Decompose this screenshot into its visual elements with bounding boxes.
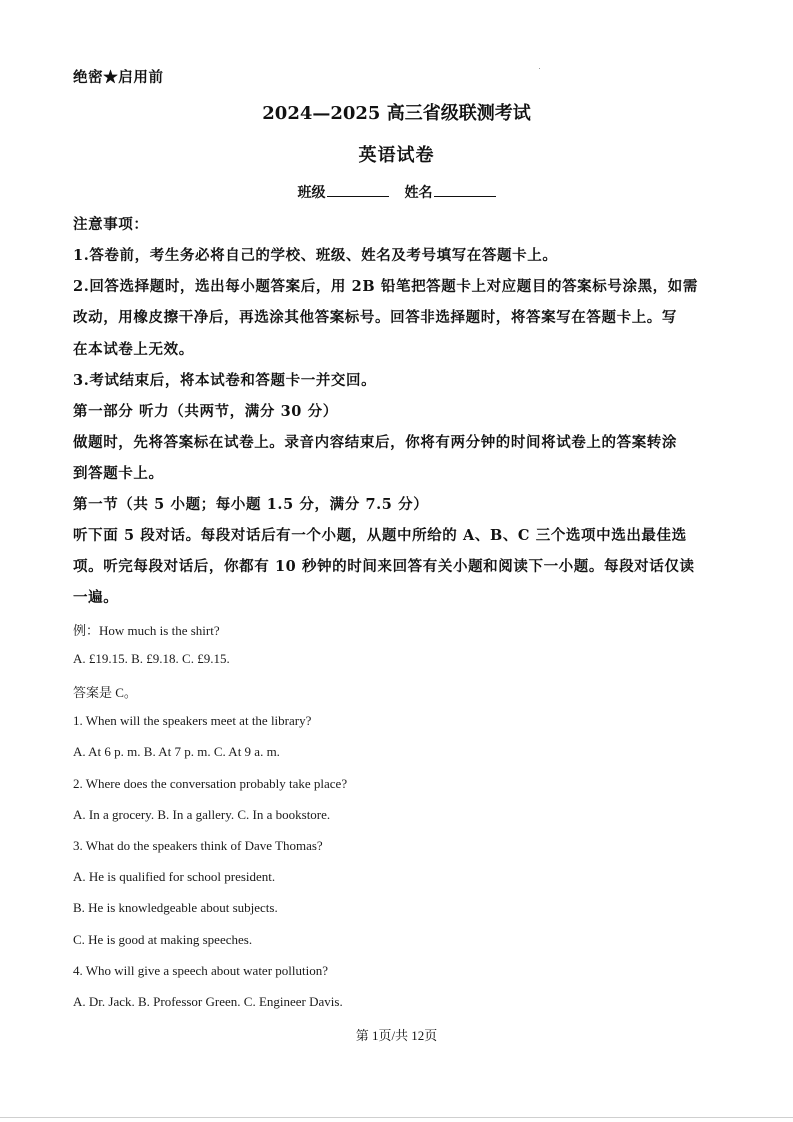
notice-item-2-line-1: 2.回答选择题时，选出每小题答案后，用 2B 铅笔把答题卡上对应题目的答案标号涂黑，如需 (73, 278, 698, 295)
question-3: 3. What do the speakers think of Dave Thomas? (73, 838, 323, 853)
notice-item-2-line-3: 在本试卷上无效。 (73, 341, 194, 358)
section1-heading: 第一节（共 5 小题；每小题 1.5 分，满分 7.5 分） (73, 496, 429, 513)
name-blank (434, 182, 496, 197)
section1-instruction-line-1: 听下面 5 段对话。每段对话后有一个小题，从题中所给的 A、B、C 三个选项中选出最佳选 (73, 527, 687, 544)
part1-instruction-line-1: 做题时，先将答案标在试卷上。录音内容结束后，你将有两分钟的时间将试卷上的答案转涂 (73, 434, 677, 451)
exam-title: 2024—2025 高三省级联测考试 (262, 103, 531, 124)
example-question: 例：How much is the shirt? (73, 623, 220, 638)
question-3-option-b: B. He is knowledgeable about subjects. (73, 900, 278, 915)
section1-instruction-line-3: 一遍。 (73, 589, 119, 606)
notice-heading: 注意事项： (73, 216, 149, 233)
confidential-mark: 绝密★启用前 (73, 69, 164, 86)
page-bottom-rule (0, 1117, 793, 1118)
scan-speck (539, 68, 540, 69)
exam-subtitle: 英语试卷 (358, 145, 435, 166)
part1-instruction-line-2: 到答题卡上。 (73, 465, 164, 482)
notice-item-2-line-2: 改动，用橡皮擦干净后，再选涂其他答案标号。回答非选择题时，将答案写在答题卡上。写 (73, 309, 677, 326)
name-label: 姓名 (404, 185, 433, 201)
student-info-line (0, 182, 793, 202)
example-options: A. £19.15. B. £9.18. C. £9.15. (73, 651, 230, 666)
example-answer: 答案是 C。 (73, 685, 137, 700)
question-1: 1. When will the speakers meet at the library? (73, 713, 312, 728)
page-number: 第 1页/共 12页 (355, 1028, 438, 1043)
notice-item-1: 1.答卷前，考生务必将自己的学校、班级、姓名及考号填写在答题卡上。 (73, 247, 558, 264)
question-4-options: A. Dr. Jack. B. Professor Green. C. Engineer Davis. (73, 994, 343, 1009)
question-3-option-c: C. He is good at making speeches. (73, 932, 253, 947)
part1-heading: 第一部分 听力（共两节，满分 30 分） (73, 403, 338, 420)
question-3-option-a: A. He is qualified for school president. (73, 869, 276, 884)
question-4: 4. Who will give a speech about water pollution? (73, 963, 328, 978)
class-blank (327, 182, 389, 197)
question-2: 2. Where does the conversation probably take place? (73, 776, 348, 791)
class-label: 班级 (297, 185, 326, 201)
section1-instruction-line-2: 项。听完每段对话后，你都有 10 秒钟的时间来回答有关小题和阅读下一小题。每段对话仅读 (73, 558, 695, 575)
notice-item-3: 3.考试结束后，将本试卷和答题卡一并交回。 (73, 372, 377, 389)
question-2-options: A. In a grocery. B. In a gallery. C. In a bookstore. (73, 807, 331, 822)
question-1-options: A. At 6 p. m. B. At 7 p. m. C. At 9 a. m. (73, 744, 280, 759)
